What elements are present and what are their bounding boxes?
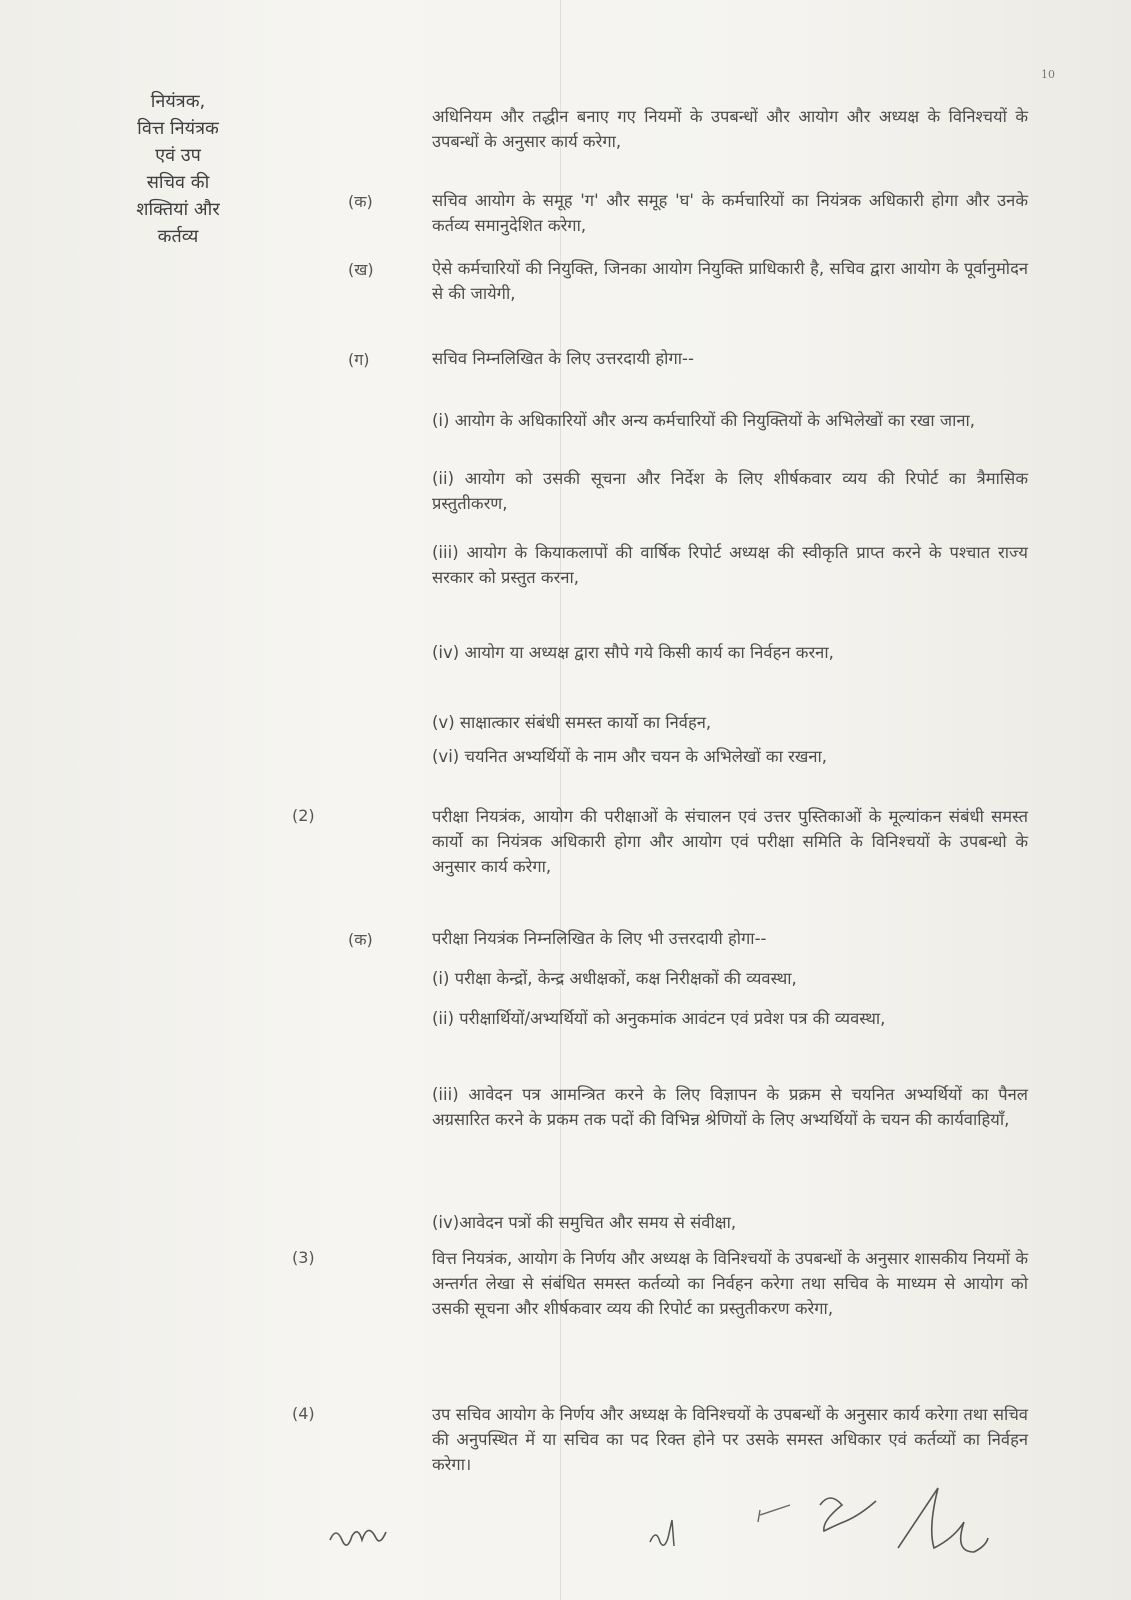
section-2-text: परीक्षा नियत्रंक, आयोग की परीक्षाओं के संचालन एवं उत्तर पुस्तिकाओं के मूल्यांकन संबंधी समस्त कार्यो का नियंत्रक अधिकारी होगा और आयोग एवं परीक्षा समिति के विनिश्चयों के उपबन्धो के अनुसार कार्य करेगा, (432, 807, 1028, 876)
ga-item: (iii) आयोग के कियाकलापों की वार्षिक रिपोर्ट अध्यक्ष की स्वीकृति प्राप्त करने के पश्चात राज्य सरकार को प्रस्तुत करना, (432, 543, 1028, 587)
two-ka-item: (iv)आवेदन पत्रों की समुचित और समय से संवीक्षा, (432, 1213, 737, 1232)
intro-paragraph: अधिनियम और तद्धीन बनाए गए नियमों के उपबन्धों और आयोग और अध्यक्ष के विनिश्चयों के उपबन्धों के अनुसार कार्य करेगा, (432, 107, 1028, 151)
section-marker-3: (3) (292, 1248, 315, 1267)
page-number: 10 (1041, 68, 1055, 81)
ga-item: (v) साक्षात्कार संबंधी समस्त कार्यो का निर्वहन, (432, 713, 712, 732)
clause-marker-ga: (ग) (348, 350, 370, 369)
clause-marker-2-ka: (क) (348, 930, 373, 949)
ga-item: (i) आयोग के अधिकारियों और अन्य कर्मचारियों की नियुक्तियों के अभिलेखों का रखा जाना, (432, 411, 976, 430)
side-heading-line: वित्त नियंत्रक (137, 118, 219, 139)
clause-marker-ka: (क) (348, 192, 373, 211)
side-heading-line: शक्तियां और (136, 199, 220, 220)
ga-item: (iv) आयोग या अध्यक्ष द्वारा सौपे गये किसी कार्य का निर्वहन करना, (432, 643, 834, 662)
side-heading-line: एवं उप (155, 145, 201, 166)
section-marker-2: (2) (292, 806, 315, 825)
section-3-text: वित्त नियत्रंक, आयोग के निर्णय और अध्यक्ष के विनिश्चयों के उपबन्धों के अनुसार शासकीय नियमों के अन्तर्गत लेखा से संबंधित समस्त कर्तव्यो का निर्वहन करेगा तथा सचिव के माध्यम से आयोग को उसकी सूचना और शीर्षकवार व्यय की रिपोर्ट का प्रस्तुतीकरण करेगा, (432, 1249, 1028, 1318)
clause-ga-text: सचिव निम्नलिखित के लिए उत्तरदायी होगा-- (432, 349, 694, 368)
two-ka-item: (iii) आवेदन पत्र आमन्त्रित करने के लिए विज्ञापन के प्रक्रम से चयनित अभ्यर्थियों का पैनल अग्रसारित करने के प्रकम तक पदों की विभिन्न श्रेणियों के लिए अभ्यर्थियों के चयन की कार्यवाहियॉं, (432, 1085, 1028, 1129)
section-4-text: उप सचिव आयोग के निर्णय और अध्यक्ष के विनिश्चयों के उपबन्धों के अनुसार कार्य करेगा तथा सचिव की अनुपस्थित में या सचिव का पद रिक्त होने पर उसके समस्त अधिकार एवं कर्तव्यों का निर्वहन करेगा। (432, 1405, 1028, 1474)
clause-ka-text: सचिव आयोग के समूह 'ग' और समूह 'घ' के कर्मचारियों का नियंत्रक अधिकारी होगा और उनके कर्तव्य समानुदेशित करेगा, (432, 191, 1028, 235)
clause-kha-text: ऐसे कर्मचारियों की नियुक्ति, जिनका आयोग नियुक्ति प्राधिकारी है, सचिव द्वारा आयोग के पूर्वानुमोदन से की जायेगी, (432, 259, 1028, 303)
side-heading-line: नियंत्रक, (150, 91, 206, 112)
two-ka-item: (i) परीक्षा केन्द्रों, केन्द्र अधीक्षकों, कक्ष निरीक्षकों की व्यवस्था, (432, 969, 797, 988)
two-ka-item: (ii) परीक्षार्थियों/अभ्यर्थियों को अनुकमांक आवंटन एवं प्रवेश पत्र की व्यवस्था, (432, 1009, 886, 1028)
ga-item: (vi) चयनित अभ्यर्थियों के नाम और चयन के अभिलेखों का रखना, (432, 747, 828, 766)
clause-2-ka-text: परीक्षा नियत्रंक निम्नलिखित के लिए भी उत्तरदायी होगा-- (432, 929, 767, 948)
side-heading-line: सचिव की (146, 172, 210, 193)
section-marker-4: (4) (292, 1404, 315, 1423)
ga-item: (ii) आयोग को उसकी सूचना और निर्देश के लिए शीर्षकवार व्यय की रिपोर्ट का त्रैमासिक प्रस्तुतीकरण, (432, 469, 1028, 513)
side-heading-line: कर्तव्य (157, 226, 199, 247)
clause-marker-kha: (ख) (348, 260, 374, 279)
